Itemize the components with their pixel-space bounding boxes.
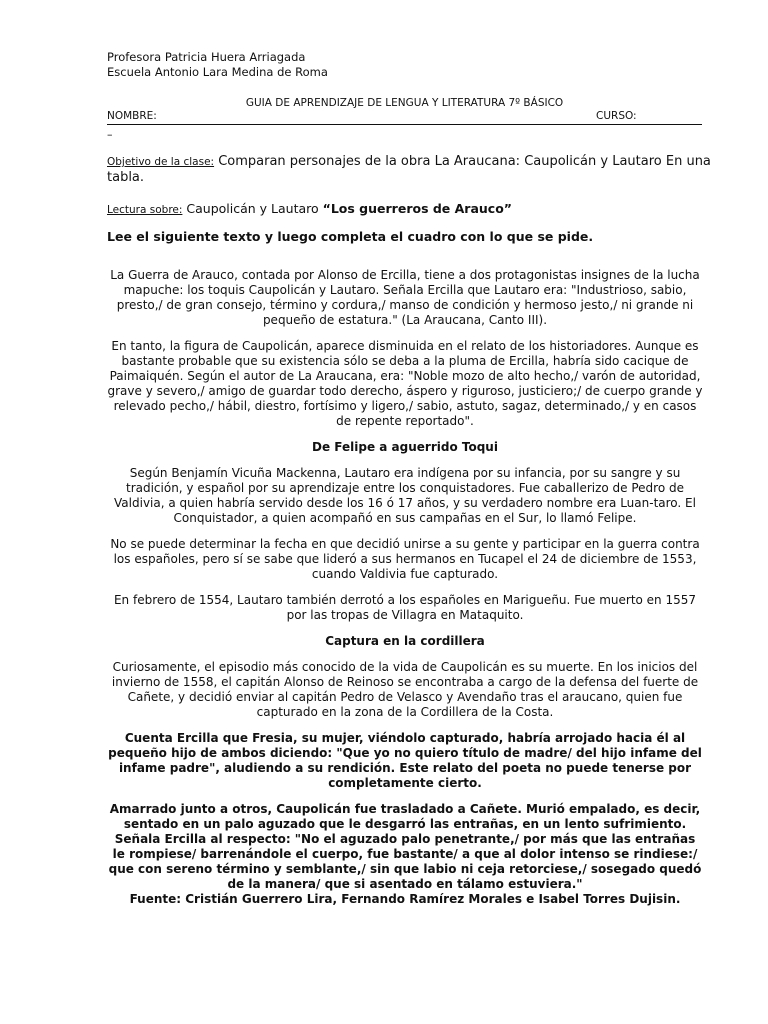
- paragraph-caupolican-intro: En tanto, la figura de Caupolicán, aparece disminuida en el relato de los historiadores. Aunque es bastante probable que su existencia sólo se deba a la pluma de Ercilla, habría sido cacique de Paimaiquén. Según el autor de La Araucana, era: "Noble mozo de alto hecho,/ varón de autoridad, grave y severo,/ amigo de guardar todo derecho, áspero y riguroso, justiciero;/ de cuerpo grande y relevado pecho,/ hábil, diestro, fortísimo y ligero,/ sabio, astuto, sagaz, determinado,/ y en casos de repente reportado".: [107, 339, 703, 428]
- section-heading-felipe: De Felipe a aguerrido Toqui: [312, 440, 498, 454]
- teacher-name: Profesora Patricia Huera Arriagada: [107, 50, 306, 64]
- dash-mark: –: [107, 128, 113, 141]
- paragraph-mataquito: En febrero de 1554, Lautaro también derrotó a los españoles en Marigueñu. Fue muerto en 1557 por las tropas de Villagra en Mataquito.: [113, 593, 697, 622]
- paragraph-capture: Curiosamente, el episodio más conocido de la vida de Caupolicán es su muerte. En los inicios del invierno de 1558, el capitán Alonso de Reinoso se encontraba a cargo de la defensa del fuerte de Cañete, y decidió enviar al capitán Pedro de Velasco y Avendaño tras el araucano, quien fue capturado en la zona de la Cordillera de la Costa.: [111, 660, 699, 719]
- instruction: Lee el siguiente texto y luego completa el cuadro con lo que se pide.: [107, 229, 594, 244]
- paragraph-lautaro-intro: La Guerra de Arauco, contada por Alonso de Ercilla, tiene a dos protagonistas insignes de la lucha mapuche: los toquis Caupolicán y Lautaro. Señala Ercilla que Lautaro era: "Industrioso, sabio, presto,/ de gran consejo, término y cordura,/ manso de condición y hermoso jesto,/ ni grande ni pequeño de estatura." (La Araucana, Canto III).: [110, 268, 700, 327]
- article-body: [107, 268, 703, 918]
- name-course-row: [107, 110, 702, 125]
- name-label: NOMBRE:: [107, 110, 157, 122]
- guide-title: GUIA DE APRENDIZAJE DE LENGUA Y LITERATURA 7º BÁSICO: [245, 97, 564, 109]
- paragraph-vicuna: Según Benjamín Vicuña Mackenna, Lautaro era indígena por su infancia, por su sangre y su tradición, y español por su aprendizaje entre los conquistadores. Fue caballerizo de Pedro de Valdivia, a quien habría servido desde los 16 ó 17 años, y su verdadero nombre era Luan-taro. El Conquistador, a quien acompañó en sus campañas en el Sur, lo llamó Felipe.: [114, 466, 696, 525]
- reading-line: [107, 201, 512, 218]
- objective-label: Objetivo de la clase:: [107, 156, 215, 168]
- paragraph-fresia: Cuenta Ercilla que Fresia, su mujer, viéndolo capturado, habría arrojado hacia él al pequeño hijo de ambos diciendo: "Que yo no quiero título de madre/ del hijo infame del infame padre", aludiendo a su rendición. Este relato del poeta no puede tenerse por completamente cierto.: [108, 731, 702, 790]
- reading-subject: Caupolicán y Lautaro: [182, 201, 323, 216]
- reading-label: Lectura sobre:: [107, 204, 183, 216]
- source-line: Fuente: Cristián Guerrero Lira, Fernando Ramírez Morales e Isabel Torres Dujisin.: [129, 892, 681, 906]
- paragraph-tucapel: No se puede determinar la fecha en que decidió unirse a su gente y participar en la guerra contra los españoles, pero sí se sabe que lideró a sus hermanos en Tucapel el 24 de diciembre de 1553, cuando Valdivia fue capturado.: [110, 537, 700, 581]
- reading-title: “Los guerreros de Arauco”: [322, 201, 513, 216]
- class-objective: [107, 154, 717, 186]
- objective-text: Comparan personajes de la obra La Araucana: Caupolicán y Lautaro En una tabla.: [107, 154, 711, 185]
- section-heading-captura: Captura en la cordillera: [325, 634, 485, 648]
- paragraph-execution: Amarrado junto a otros, Caupolicán fue trasladado a Cañete. Murió empalado, es decir, sentado en un palo aguzado que le desgarró las entrañas, en un lento sufrimiento. Señala Ercilla al respecto: "No el aguzado palo penetrante,/ por más que las entrañas le rompiese/ barrenándole el cuerpo, fue bastante/ a que al dolor intenso se rindiese:/ que con sereno término y semblante,/ sin que labio ni ceja retorciese,/ sosegado quedó de la manera/ que si asentado en tálamo estuviera.": [108, 802, 702, 891]
- school-name: Escuela Antonio Lara Medina de Roma: [107, 65, 328, 79]
- course-label: CURSO:: [596, 110, 637, 122]
